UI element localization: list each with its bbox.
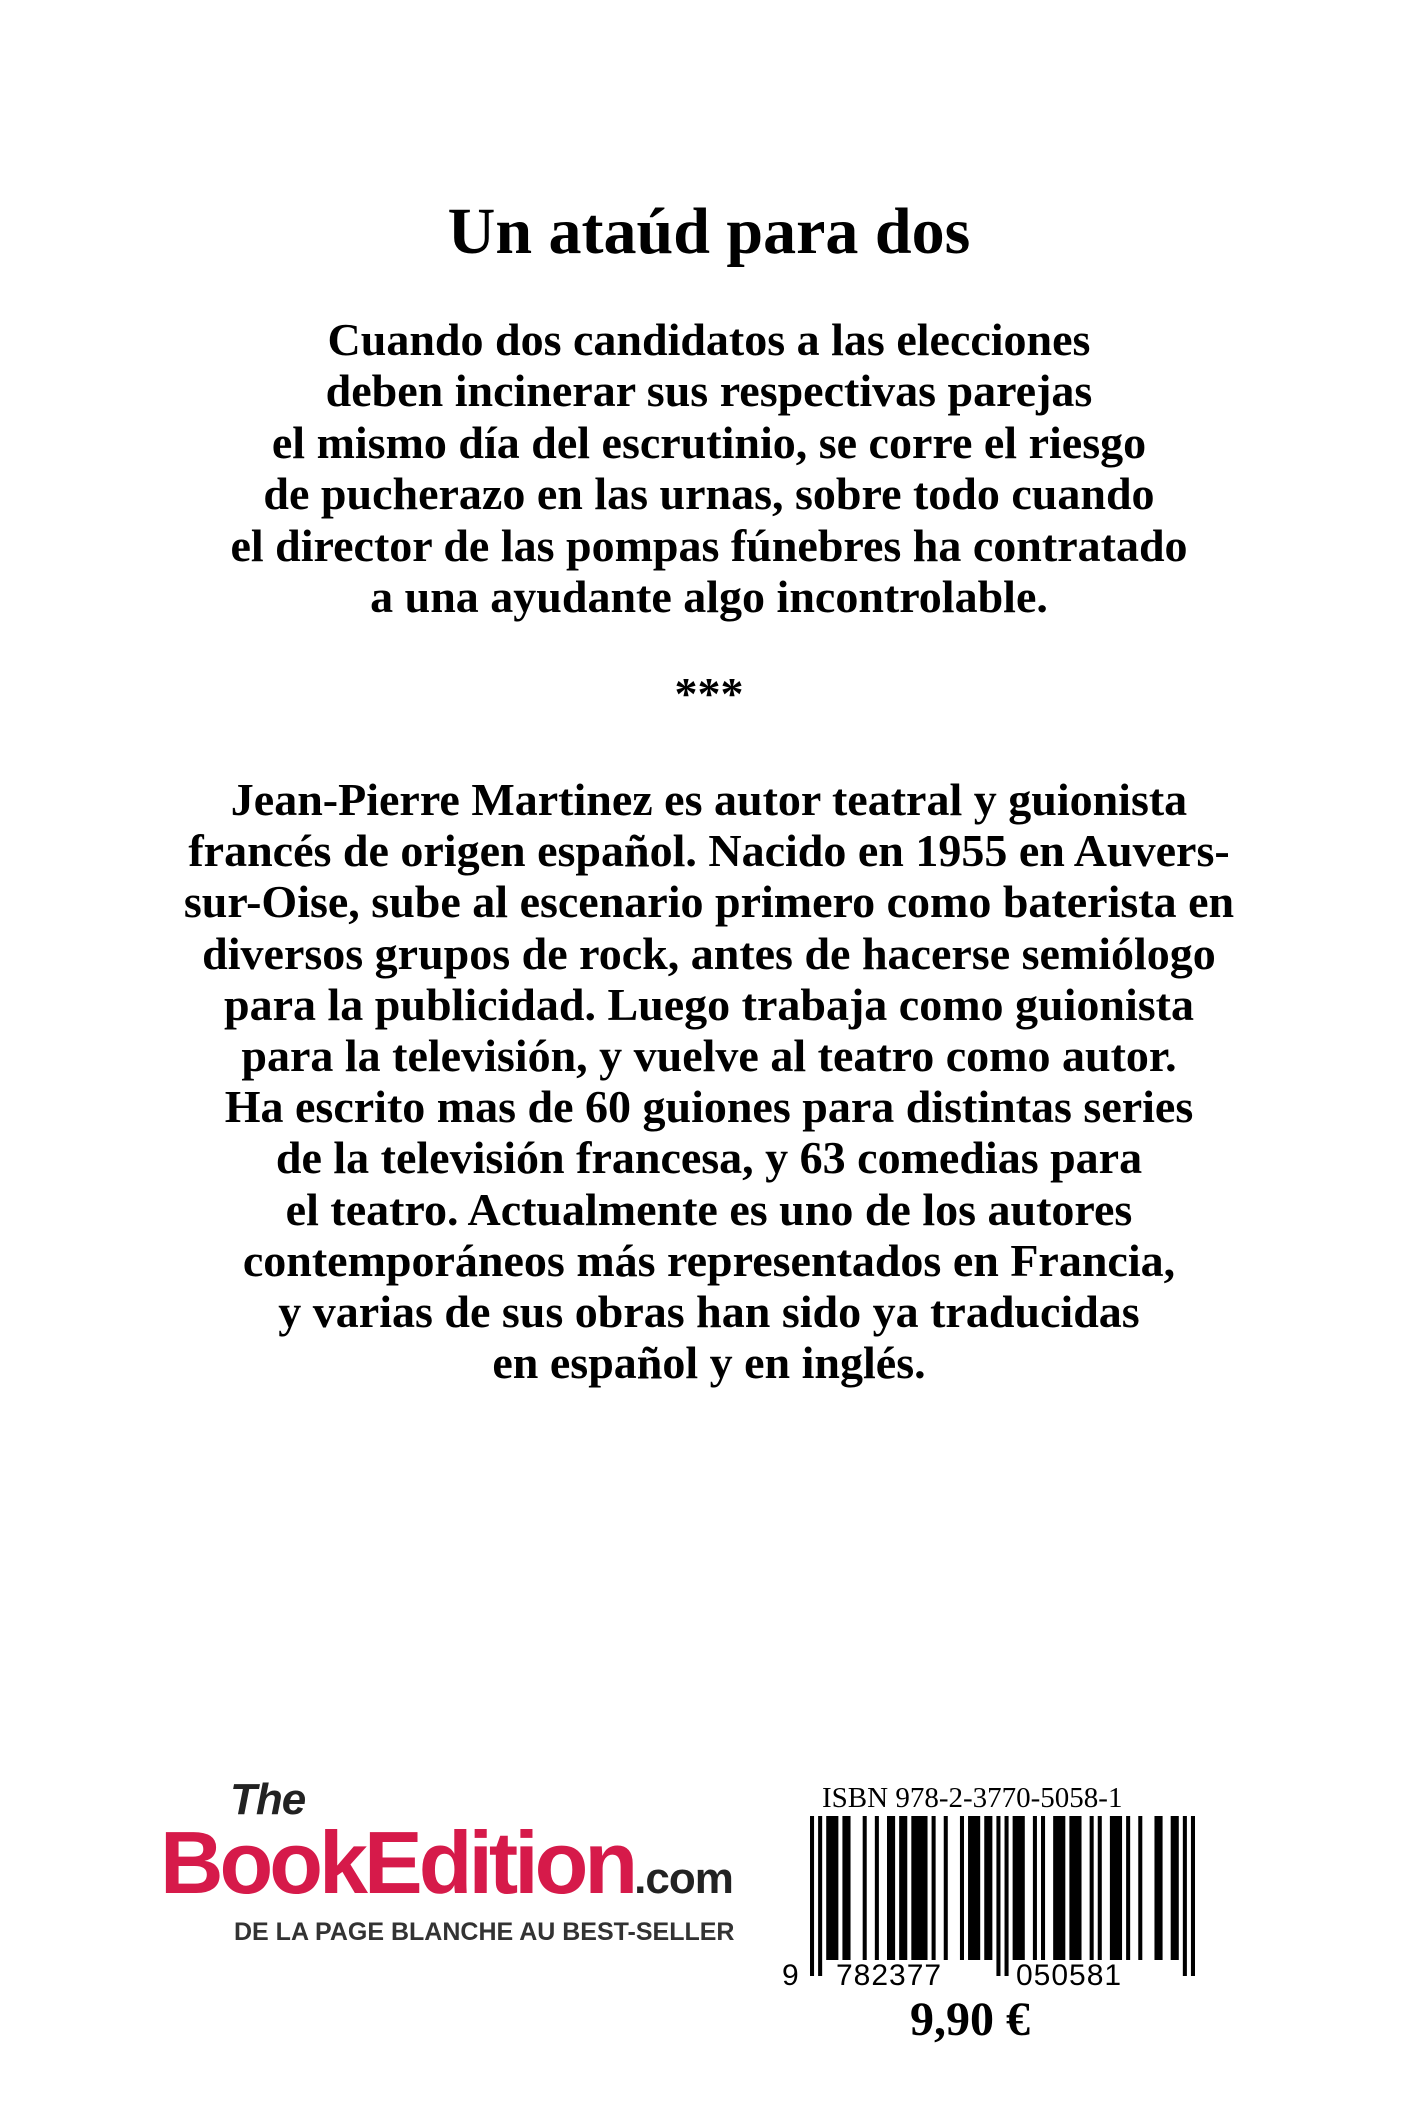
barcode-bar xyxy=(1126,1816,1130,1960)
barcode-bar xyxy=(899,1816,907,1960)
synopsis-line: de pucherazo en las urnas, sobre todo cuando xyxy=(263,468,1155,520)
barcode-bar xyxy=(1090,1816,1094,1960)
bio-line: el teatro. Actualmente es uno de los autores xyxy=(285,1183,1133,1235)
bio-line: diversos grupos de rock, antes de hacerse semiólogo xyxy=(202,927,1216,979)
barcode-bar xyxy=(984,1816,992,1960)
barcode-bar xyxy=(863,1816,867,1960)
barcode-bar xyxy=(818,1816,822,1976)
logo-the-text: The xyxy=(230,1775,306,1824)
synopsis-line: Cuando dos candidatos a las elecciones xyxy=(327,314,1091,365)
barcode-bar xyxy=(1171,1816,1179,1960)
barcode-bar xyxy=(944,1816,948,1960)
barcode-bar xyxy=(1041,1816,1045,1960)
logo-tagline: DE LA PAGE BLANCHE AU BEST-SELLER xyxy=(234,1918,735,1946)
barcode-bar xyxy=(887,1816,895,1960)
synopsis-line: deben incinerar sus respectivas parejas xyxy=(325,365,1093,417)
bio-line: Jean-Pierre Martinez es autor teatral y guionista xyxy=(230,774,1188,825)
barcode-bar xyxy=(1098,1816,1102,1960)
barcode-bar xyxy=(1183,1816,1187,1976)
barcode-bar xyxy=(1138,1816,1142,1960)
bio-line: francés de origen español. Nacido en 1955 en Auvers- xyxy=(188,825,1230,877)
barcode-bar xyxy=(875,1816,879,1960)
barcode-bar xyxy=(810,1816,814,1976)
bio-line: de la televisión francesa, y 63 comedias para xyxy=(275,1132,1143,1184)
synopsis-line: a una ayudante algo incontrolable. xyxy=(370,571,1048,623)
price: 9,90 € xyxy=(910,1993,1030,2046)
barcode-bar xyxy=(932,1816,936,1960)
bio-line: en español y en inglés. xyxy=(492,1337,926,1389)
barcode-bar xyxy=(1013,1816,1025,1960)
book-title: Un ataúd para dos xyxy=(447,195,971,268)
barcode-bar xyxy=(1033,1816,1037,1960)
barcode-bar xyxy=(1069,1816,1081,1960)
barcode-bar xyxy=(842,1816,850,1960)
section-separator: *** xyxy=(674,668,744,719)
bio-line: Ha escrito mas de 60 guiones para distintas series xyxy=(224,1081,1194,1133)
barcode-digits-right: 050581 xyxy=(1012,1960,1126,1992)
author-bio xyxy=(60,774,1358,1388)
barcode-bar xyxy=(1005,1816,1009,1976)
barcode-bar xyxy=(911,1816,927,1960)
bio-line: para la televisión, y vuelve al teatro como autor. xyxy=(241,1030,1177,1082)
barcode-image xyxy=(810,1816,1195,1976)
isbn-label: ISBN 978-2-3770-5058-1 xyxy=(822,1782,1123,1814)
barcode-bar xyxy=(1053,1816,1065,1960)
barcode-bar xyxy=(996,1816,1000,1976)
barcode-bar xyxy=(1154,1816,1162,1960)
barcode-bar xyxy=(1191,1816,1195,1976)
logo-domain: .com xyxy=(634,1854,733,1903)
barcode-bar xyxy=(1110,1816,1122,1960)
bio-line: contemporáneos más representados en Francia, xyxy=(242,1234,1176,1286)
bio-line: sur-Oise, sube al escenario primero como baterista en xyxy=(183,876,1235,928)
synopsis-line: el director de las pompas fúnebres ha contratado xyxy=(230,519,1188,571)
bio-line: para la publicidad. Luego trabaja como guionista xyxy=(224,978,1194,1030)
barcode-digits-left: 782377 xyxy=(832,1960,946,1992)
bio-line: y varias de sus obras han sido ya traducidas xyxy=(278,1286,1140,1338)
synopsis xyxy=(60,314,1358,622)
publisher-logo xyxy=(160,1775,735,1975)
barcode-block xyxy=(780,1782,1210,2046)
barcode-digit-first: 9 xyxy=(782,1959,800,1992)
logo-brand-name: BookEdition xyxy=(160,1813,635,1912)
barcode-bar xyxy=(826,1816,838,1960)
synopsis-line: el mismo día del escrutinio, se corre el riesgo xyxy=(271,416,1147,468)
barcode-bar xyxy=(968,1816,980,1960)
barcode-bar xyxy=(960,1816,964,1960)
